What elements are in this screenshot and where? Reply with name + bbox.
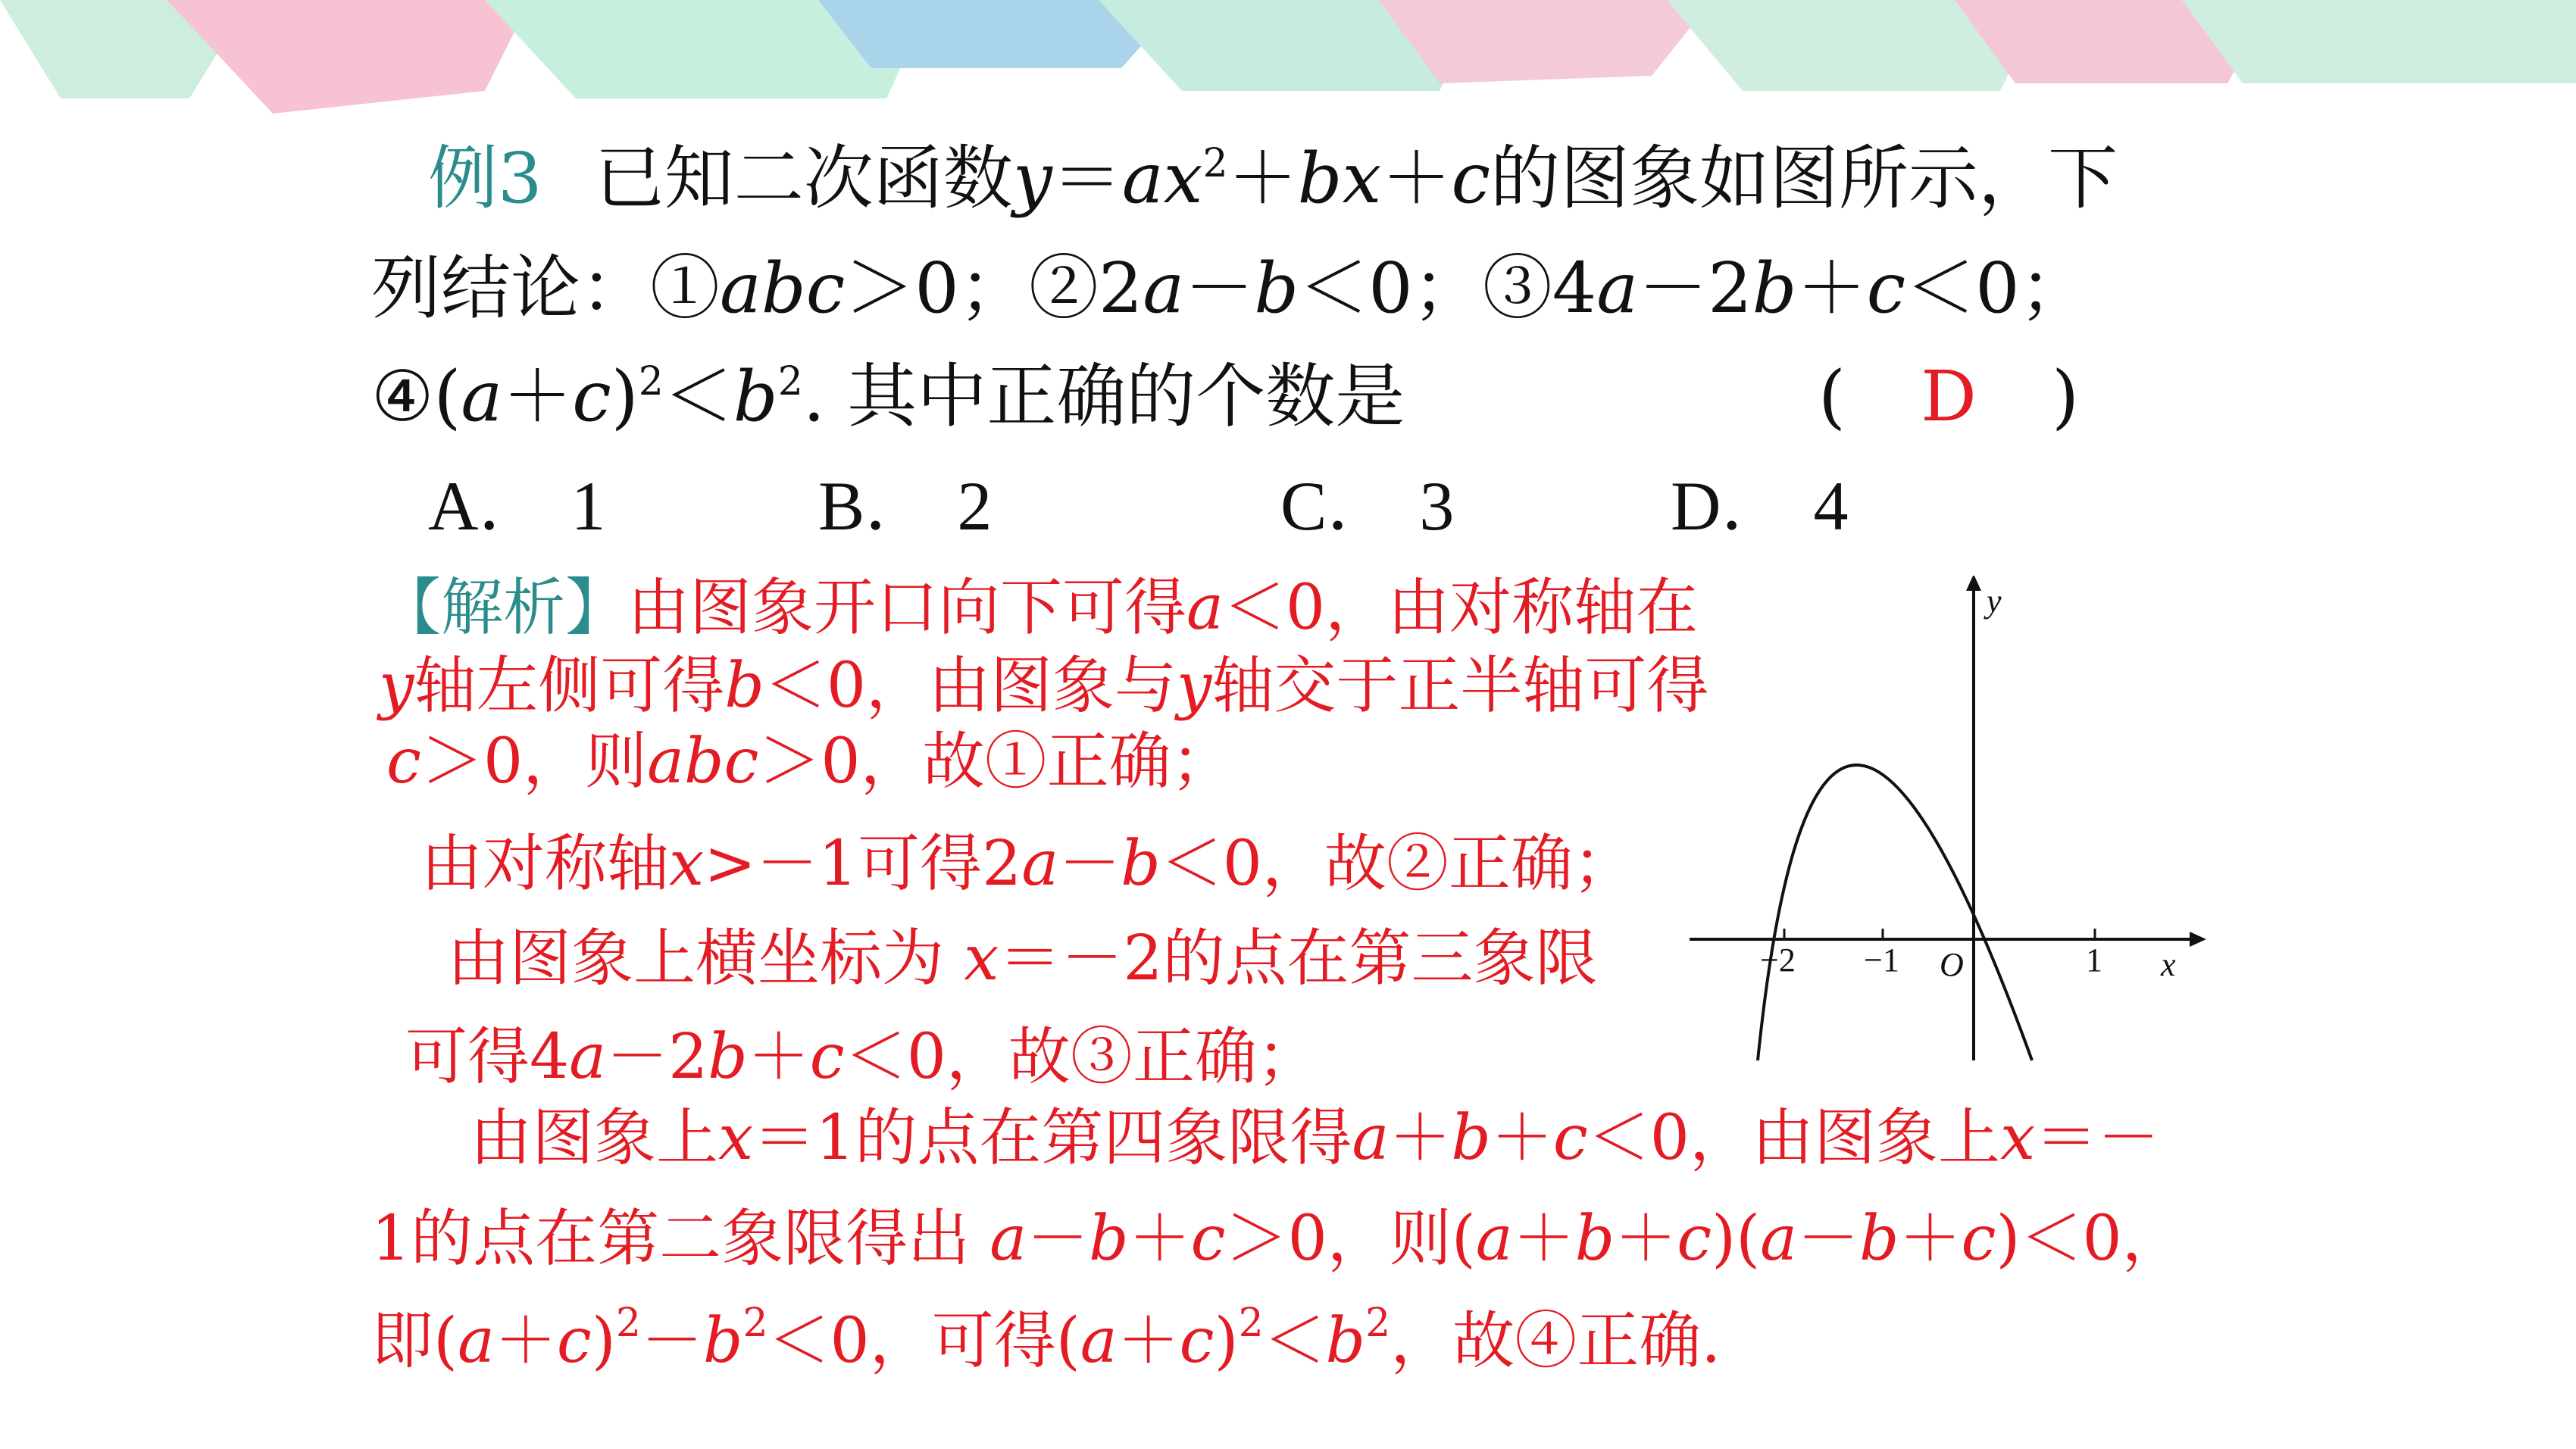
term-c: c [1451,138,1490,219]
text: － [1184,248,1255,329]
equals: ＝ [1052,138,1122,219]
text: 列结论：① [371,248,721,329]
var: c [1866,248,1906,329]
solution-line-5: 由图象上横坐标为 x＝－2的点在第三象限 [447,923,1598,995]
var: a [1143,248,1185,329]
question-line-2 [371,248,2090,329]
answer-value: D [1921,356,1977,437]
text: ④( [371,356,461,437]
var: b [733,356,778,437]
paren-close: ) [2052,356,2080,437]
var: abc [720,248,846,329]
x-axis-arrow [2190,932,2206,947]
var-y: y [1012,138,1052,219]
var: a [1596,248,1639,329]
solution-line-1: 【解析】由图象开口向下可得a＜0，由对称轴在 [379,572,1699,644]
option-c: C． 3 [1280,467,1455,545]
term-ax: ax [1121,138,1203,219]
question-text: 的图象如图所示，下 [1490,138,2118,219]
answer-bracket [1818,356,2080,437]
parabola-curve [1758,765,2032,1060]
option-a: A． 1 [428,467,606,545]
text: ＋ [1796,248,1867,329]
solution-line-2: y轴左侧可得b＜0，由图象与y轴交于正半轴可得 [379,650,1709,722]
decorative-banner [0,0,2576,114]
var: c [572,356,611,437]
text: ＜ [663,356,733,437]
option-d: D． 4 [1671,467,1849,545]
y-axis-label: y [1987,582,2002,620]
text: ＋ [502,356,573,437]
var: b [1254,248,1299,329]
paren-open: ( [1818,356,1846,437]
var: b [1752,248,1797,329]
term-bx: bx [1297,138,1382,219]
question-line-1 [428,138,2118,219]
solution-line-6: 可得4a－2b＋c＜0，故③正确； [405,1021,1319,1093]
solution-line-3: c＞0，则abc＞0，故①正确； [386,726,1233,798]
exponent: 2 [1202,141,1228,186]
text: ＜0； [1905,248,2090,329]
origin-label: O [1940,946,1964,983]
y-axis-arrow [1966,576,1981,591]
option-b: B． 2 [818,467,993,545]
text: ＞0；②2 [845,248,1143,329]
text: ＜0；③4 [1299,248,1597,329]
example-label: 例3 [428,138,542,219]
tick-label-minus-1: −1 [1864,942,1899,979]
solution-line-4: 由对称轴x>－1可得2a－b＜0，故②正确； [420,828,1635,900]
plus: ＋ [1227,138,1298,219]
text: －2 [1638,248,1752,329]
question-line-3 [371,356,1405,437]
solution-line-8: 1的点在第二象限得出 a－b＋c＞0，则(a＋b＋c)(a－b＋c)＜0， [371,1203,2184,1275]
exponent: 2 [638,359,664,404]
text: . 其中正确的个数是 [802,356,1405,437]
x-axis-label: x [2161,946,2176,983]
var: a [461,356,503,437]
question-text: 已知二次函数 [594,138,1013,219]
solution-line-9: 即$(a+c)^2-b^2<0$，可得$(a+c)^2<b^2$，故④正确. [371,1301,1721,1377]
tick-label-1: 1 [2086,942,2102,979]
parabola-graph [1682,576,2212,1068]
text: ) [611,356,639,437]
solution-line-7: 由图象上x＝1的点在第四象限得a＋b＋c＜0，由图象上x＝－ [470,1102,2160,1174]
tick-label-minus-2: −2 [1760,942,1796,979]
exponent: 2 [777,359,803,404]
plus: ＋ [1381,138,1452,219]
solution-tag: 【解析】 [379,572,628,644]
